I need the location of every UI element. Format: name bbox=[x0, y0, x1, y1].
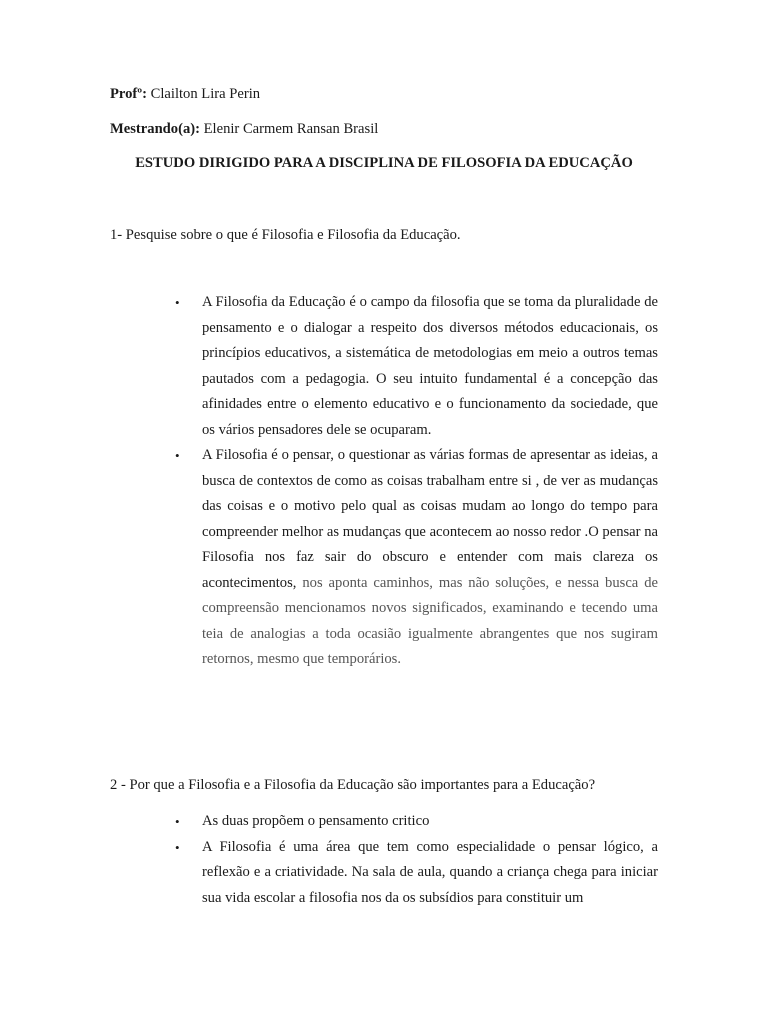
answer-text: A Filosofia da Educação é o campo da filosofia que se toma da pluralidade de pensamento e o dialogar a respeito dos diversos métodos educacionais, os princípios educativos, a sistemática de metodologias em meio a outros temas pautados com a pedagogia. O seu intuito fundamental é a concepção das afinidades entre o elemento educativo e o funcionamento da sociedade, que os vários pensadores dele se ocuparam. bbox=[202, 294, 658, 438]
professor-line bbox=[110, 86, 260, 103]
answer-text: As duas propõem o pensamento critico bbox=[202, 813, 430, 829]
list-item bbox=[175, 835, 658, 912]
list-item bbox=[175, 443, 658, 673]
list-item bbox=[175, 809, 658, 835]
answer-text: A Filosofia é uma área que tem como especialidade o pensar lógico, a reflexão e a criatividade. Na sala de aula, quando a criança chega para iniciar sua vida escolar a filosofia nos da os subsídios para constituir um bbox=[202, 838, 658, 906]
bullet-icon: • bbox=[175, 814, 180, 829]
bullet-icon: • bbox=[175, 448, 180, 463]
bullet-icon: • bbox=[175, 839, 180, 855]
bullet-icon: • bbox=[175, 295, 180, 310]
list-item bbox=[175, 290, 658, 443]
document-title: ESTUDO DIRIGIDO PARA A DISCIPLINA DE FILOSOFIA DA EDUCAÇÃO bbox=[135, 155, 633, 171]
answer-text-gray: nos aponta caminhos, mas não soluções, e nessa busca de compreensão mencionamos novos significados, examinando e tecendo uma teia de analogias a toda ocasião igualmente abrangentes que nos sugiram retornos, mesmo que temporários. bbox=[202, 574, 658, 667]
professor-name: Clailton Lira Perin bbox=[146, 86, 261, 102]
question-1: 1- Pesquise sobre o que é Filosofia e Filosofia da Educação. bbox=[110, 227, 461, 243]
answer-text: A Filosofia é o pensar, o questionar as várias formas de apresentar as ideias, a busca de contextos de como as coisas trabalham entre si , de ver as mudanças das coisas e o motivo pelo qual as coisas mudam ao longo do tempo para compreender melhor as mudanças que acontecem ao nosso redor .O pensar na Filosofia nos faz sair do obscuro e entender com mais clareza os acontecimentos, bbox=[202, 447, 658, 591]
student-line bbox=[110, 121, 378, 138]
question-1-answers bbox=[175, 290, 658, 673]
question-2: 2 - Por que a Filosofia e a Filosofia da Educação são importantes para a Educação? bbox=[110, 777, 596, 793]
student-label: Mestrando(a): bbox=[110, 121, 200, 137]
student-name: Elenir Carmem Ransan Brasil bbox=[199, 121, 379, 137]
professor-label: Profº: bbox=[110, 86, 147, 102]
question-2-answers bbox=[175, 809, 658, 911]
